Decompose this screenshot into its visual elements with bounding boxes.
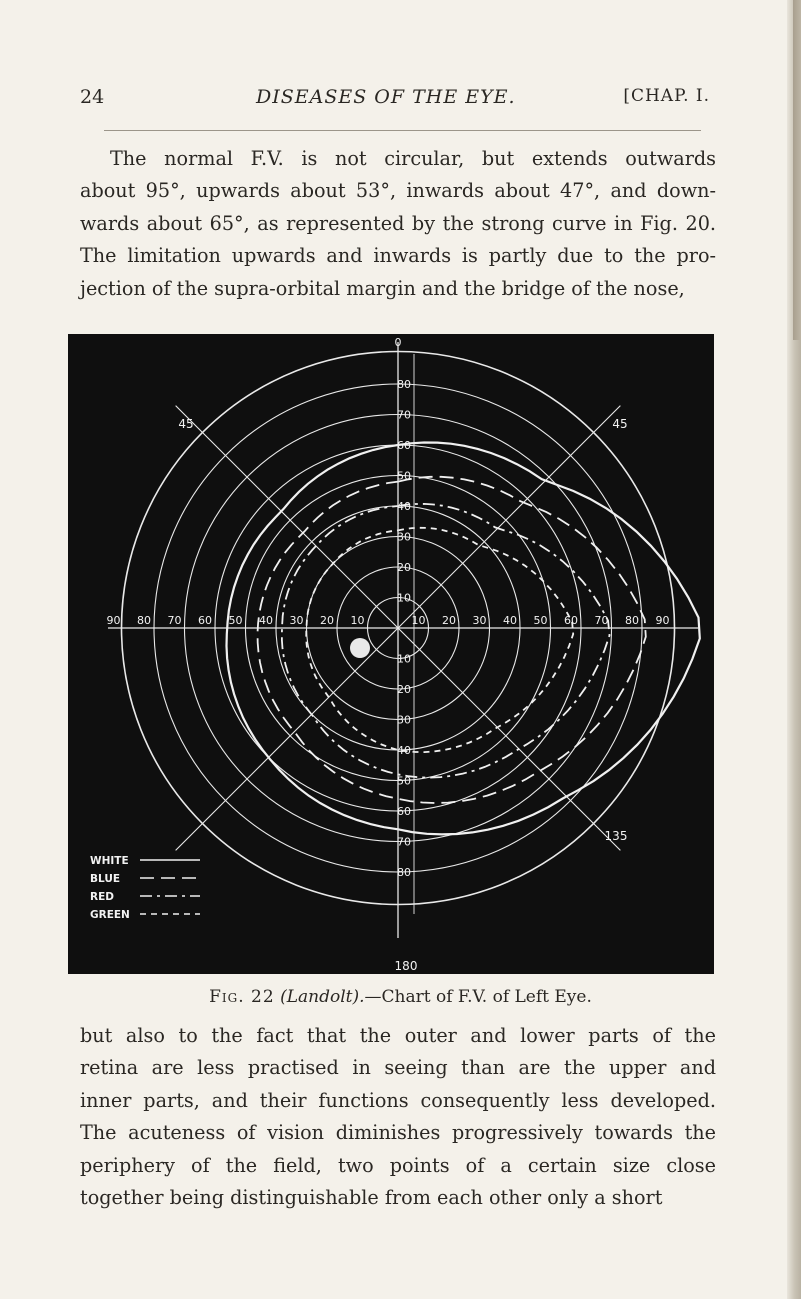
vertical-scale-up-label: 10 <box>397 591 411 605</box>
caption-text: —Chart of F.V. of Left Eye. <box>364 987 592 1007</box>
horizontal-scale-right-label: 40 <box>503 614 517 627</box>
visual-field-chart <box>68 334 714 974</box>
horizontal-scale-left-label: 70 <box>167 614 182 627</box>
horizontal-scale-right-label: 90 <box>655 614 670 627</box>
text-line: The acuteness of vision diminishes progressively towards the <box>80 1121 716 1145</box>
horizontal-scale-right-label: 30 <box>472 614 487 627</box>
field-boundary-solid <box>227 443 700 835</box>
horizontal-scale-left-label: 30 <box>289 614 304 627</box>
field-boundary-dash <box>258 477 646 803</box>
meridian-line <box>176 628 398 850</box>
text-line: The normal F.V. is not circular, but extends outwards <box>110 147 716 170</box>
vertical-scale-down-label: 60 <box>397 805 411 818</box>
caption-figure-number: Fig. 22 <box>209 987 275 1007</box>
page-edge-shadow <box>793 0 801 340</box>
bottom-label-180: 180 <box>394 959 418 973</box>
vertical-scale-up-label: 60 <box>397 439 411 452</box>
text-line: inner parts, and their functions consequently less developed. <box>80 1088 716 1112</box>
legend-label-white: WHITE <box>90 855 129 867</box>
legend-label-blue: BLUE <box>90 873 121 885</box>
horizontal-scale-right-label: 10 <box>411 614 426 627</box>
vertical-scale-up-label: 70 <box>397 408 411 422</box>
page-header <box>80 86 710 116</box>
meridian-line <box>398 406 620 628</box>
blind-spot <box>350 638 370 658</box>
horizontal-scale-right-label: 80 <box>625 614 639 627</box>
vertical-scale-up-label: 20 <box>397 561 411 574</box>
paragraph-2 <box>80 1020 716 1214</box>
running-head: DISEASES OF THE EYE. <box>256 86 516 108</box>
text-line: about 95°, upwards about 53°, inwards about 47°, and down- <box>80 179 716 203</box>
text-line: together being distinguishable from each other only a short <box>80 1186 663 1210</box>
horizontal-scale-left-label: 10 <box>350 614 365 627</box>
vertical-scale-down-label: 30 <box>397 713 411 727</box>
legend-label-green: GREEN <box>90 909 130 921</box>
text-line: The limitation upwards and inwards is partly due to the pro- <box>80 244 716 268</box>
vertical-scale-down-label: 10 <box>397 652 411 666</box>
angle-label-45-right: 45 <box>612 417 628 431</box>
horizontal-scale-left-label: 90 <box>106 614 121 627</box>
vertical-scale-down-label: 20 <box>397 683 411 696</box>
horizontal-scale-left-label: 20 <box>320 614 334 627</box>
horizontal-scale-left-label: 50 <box>228 614 243 627</box>
angle-label-45-left: 45 <box>178 417 194 431</box>
field-boundary-shortdash <box>306 528 573 752</box>
text-line: wards about 65°, as represented by the strong curve in Fig. 20. <box>80 211 716 235</box>
angle-label-135: 135 <box>604 829 628 843</box>
horizontal-scale-right-label: 70 <box>594 614 609 627</box>
paragraph-1 <box>80 143 716 305</box>
horizontal-scale-right-label: 20 <box>442 614 456 627</box>
text-line: periphery of the field, two points of a certain size close <box>80 1153 716 1177</box>
legend-label-red: RED <box>90 891 114 903</box>
horizontal-scale-left-label: 40 <box>259 614 273 627</box>
field-boundary-dashdot <box>282 504 610 778</box>
text-line: but also to the fact that the outer and lower parts of the <box>80 1024 716 1047</box>
figure-caption <box>0 987 801 1007</box>
vertical-scale-down-label: 50 <box>397 774 411 788</box>
horizontal-scale-right-label: 50 <box>533 614 548 627</box>
page-number: 24 <box>80 86 105 108</box>
vertical-scale-up-label: 30 <box>397 530 411 544</box>
caption-author: (Landolt). <box>280 987 365 1007</box>
vertical-scale-down-label: 70 <box>397 835 411 849</box>
horizontal-scale-left-label: 60 <box>198 614 212 627</box>
vertical-scale-up-label: 40 <box>397 500 411 513</box>
text-line: jection of the supra-orbital margin and the bridge of the nose, <box>80 276 685 300</box>
horizontal-scale-right-label: 60 <box>564 614 578 627</box>
vertical-scale-up-label: 80 <box>397 378 411 391</box>
top-label-0: 0 <box>394 336 402 349</box>
meridian-line <box>398 628 620 850</box>
visual-field-svg <box>68 334 714 974</box>
vertical-scale-down-label: 80 <box>397 866 411 879</box>
horizontal-scale-left-label: 80 <box>137 614 151 627</box>
vertical-scale-down-label: 40 <box>397 744 411 757</box>
header-rule <box>104 130 701 131</box>
text-line: retina are less practised in seeing than are the upper and <box>80 1056 716 1080</box>
chapter-label: [CHAP. I. <box>623 86 710 106</box>
vertical-scale-up-label: 50 <box>397 469 411 483</box>
